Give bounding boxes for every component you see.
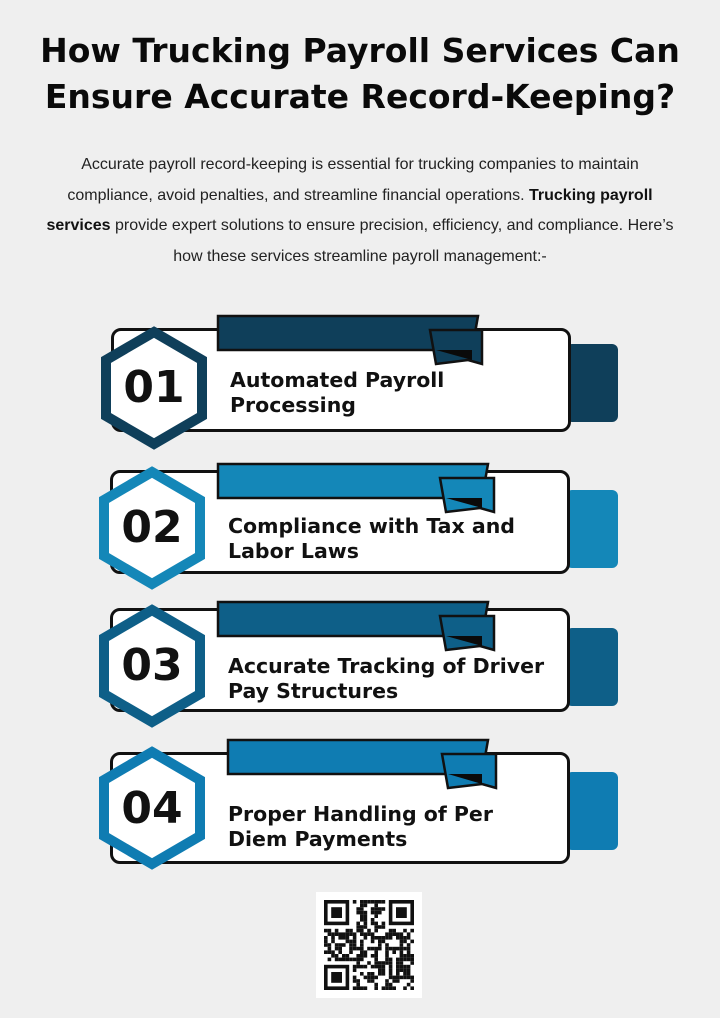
step-number-3: 03 [121, 640, 183, 691]
page-title: How Trucking Payroll Services Can Ensure Accurate Record-Keeping? [40, 31, 680, 116]
intro-text-end: provide expert solutions to ensure precision, efficiency, and compliance. Here’s how these services streamline payroll management:- [110, 217, 674, 265]
step-tab-3 [566, 628, 618, 706]
qr-code-pattern [316, 892, 422, 998]
step-tab-2 [566, 490, 618, 568]
step-label-2: Compliance with Tax and Labor Laws [228, 514, 515, 563]
step-label-3: Accurate Tracking of Driver Pay Structures [228, 654, 545, 703]
step-card-1 [0, 316, 720, 462]
step-ribbon-4 [220, 734, 510, 804]
intro-paragraph [38, 150, 682, 272]
step-card-2 [0, 458, 720, 604]
step-number-4: 04 [121, 783, 183, 834]
qr-code[interactable] [316, 892, 422, 998]
step-label-4: Proper Handling of Per Diem Payments [228, 802, 493, 851]
step-label-1: Automated Payroll Processing [230, 368, 445, 417]
step-card-4 [0, 740, 720, 886]
step-card-3 [0, 596, 720, 742]
step-number-1: 01 [123, 362, 185, 413]
intro-link-trucking-payroll-services[interactable]: Trucking payroll services [46, 186, 653, 234]
step-tab-4 [566, 772, 618, 850]
step-tab-1 [566, 344, 618, 422]
step-number-2: 02 [121, 502, 183, 553]
intro-text-start: Accurate payroll record-keeping is essential for trucking companies to maintain compliance, avoid penalties, and streamline financial operations. [67, 156, 639, 204]
